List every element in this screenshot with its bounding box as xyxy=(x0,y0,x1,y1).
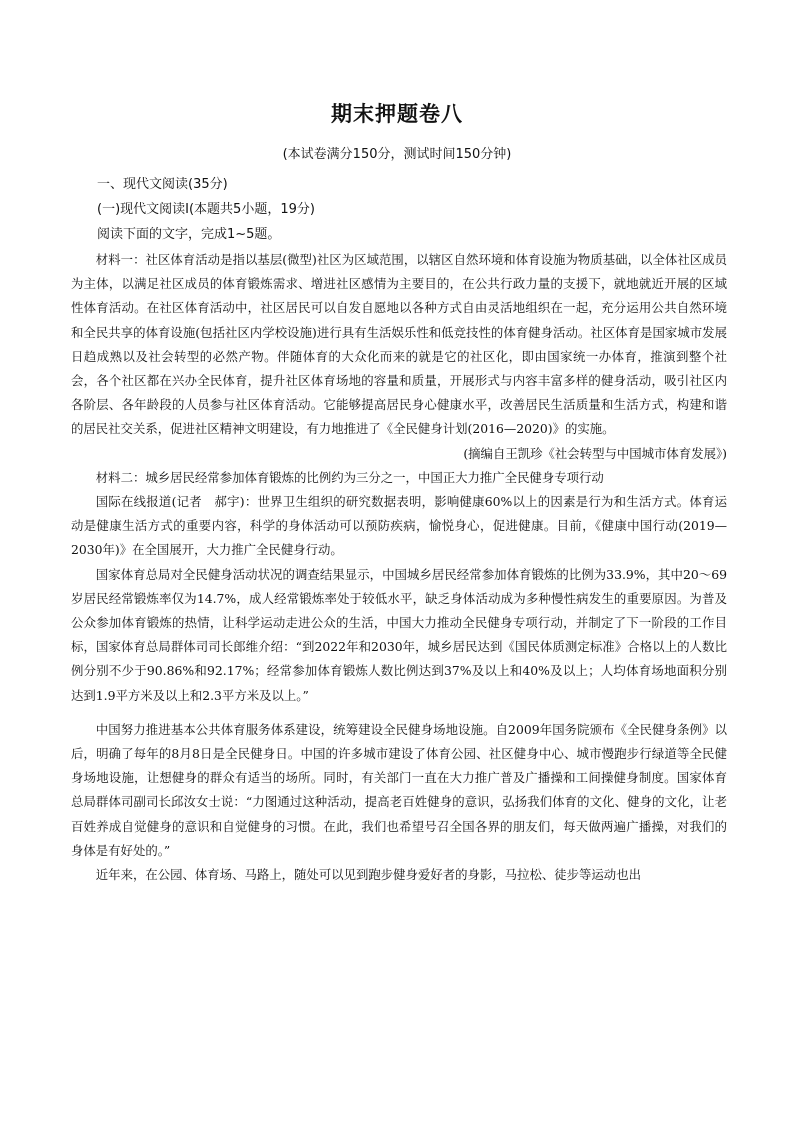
paragraph-news-report: 国际在线报道(记者 郝宇)：世界卫生组织的研究数据表明，影响健康60%以上的因素是行为和生活方式。体育运动是健康生活方式的重要内容，科学的身体活动可以预防疾病，愉悦身心，促进健康。目前，《健康中国行动(2019—2030年)》在全国展开，大力推广全民健身行动。 xyxy=(71,494,727,558)
source-citation: (摘编自王凯珍《社会转型与中国城市体育发展》) xyxy=(463,445,727,461)
subsection-heading: (一)现代文阅读Ⅰ(本题共5小题，19分) xyxy=(97,202,315,217)
passage-body xyxy=(71,248,727,887)
paragraph-material-two-heading: 材料二：城乡居民经常参加体育锻炼的比例约为三分之一，中国正大力推广全民健身专项行动 xyxy=(95,469,604,485)
paragraph-recent-years: 近年来，在公园、体育场、马路上，随处可以见到跑步健身爱好者的身影，马拉松、徒步等运动也出 xyxy=(95,867,641,883)
paragraph-material-one: 材料一：社区体育活动是指以基层(微型)社区为区域范围，以辖区自然环境和体育设施为物质基础，以全体社区成员为主体，以满足社区成员的体育锻炼需求、增进社区感情为主要目的，在公共行政力量的支援下，就地就近开展的区域性体育活动。在社区体育活动中，社区居民可以自发自愿地以各种方式自由灵活地组织在一起，充分运用公共自然环境和全民共享的体育设施(包括社区内学校设施)进行具有生活娱乐性和低竞技性的体育健身活动。社区体育是国家城市发展日趋成熟以及社会转型的必然产物。伴随体育的大众化而来的就是它的社区化，即由国家统一办体育，推演到整个社会，各个社区都在兴办全民体育，提升社区体育场地的容量和质量，开展形式与内容丰富多样的健身活动，吸引社区内各阶层、各年龄段的人员参与社区体育活动。它能够提高居民身心健康水平，改善居民生活质量和生活方式，构建和谐的居民社交关系，促进社区精神文明建设，有力地推进了《全民健身计划(2016—2020)》的实施。 xyxy=(71,252,727,437)
section-heading: 一、现代文阅读(35分) xyxy=(97,177,228,192)
reading-instruction: 阅读下面的文字，完成1~5题。 xyxy=(97,227,281,242)
paragraph-survey: 国家体育总局对全民健身活动状况的调查结果显示，中国城乡居民经常参加体育锻炼的比例为33.9%，其中20～69岁居民经常锻炼率仅为14.7%，成人经常锻炼率处于较低水平，缺乏身体活动成为多种慢性病发生的重要原因。为普及公众参加体育锻炼的热情，让科学运动走进公众的生活，中国大力推动全民健身专项行动，并制定了下一阶段的工作目标，国家体育总局群体司司长郎维介绍：“到2022年和2030年，城乡居民达到《国民体质测定标准》合格以上的人数比例分别不少于90.86%和92.17%；经常参加体育锻炼人数比例达到37%及以上和40%及以上；人均体育场地面积分别达到1.9平方米及以上和2.3平方米及以上。” xyxy=(71,566,727,703)
paragraph-facilities: 中国努力推进基本公共体育服务体系建设，统筹建设全民健身场地设施。自2009年国务院颁布《全民健身条例》以后，明确了每年的8月8日是全民健身日。中国的许多城市建设了体育公园、社区健身中心、城市慢跑步行绿道等全民健身场地设施，让想健身的群众有适当的场所。同时，有关部门一直在大力推广普及广播操和工间操健身制度。国家体育总局群体司副司长邱汝女士说：“力图通过这种活动，提高老百姓健身的意识，弘扬我们体育的文化、健身的文化，让老百姓养成自觉健身的意识和自觉健身的习惯。在此，我们也希望号召全国各界的朋友们，每天做两遍广播操，对我们的身体是有好处的。” xyxy=(71,721,727,858)
exam-subtitle: (本试卷满分150分，测试时间150分钟) xyxy=(282,147,512,162)
page-title: 期末押题卷八 xyxy=(331,102,463,126)
